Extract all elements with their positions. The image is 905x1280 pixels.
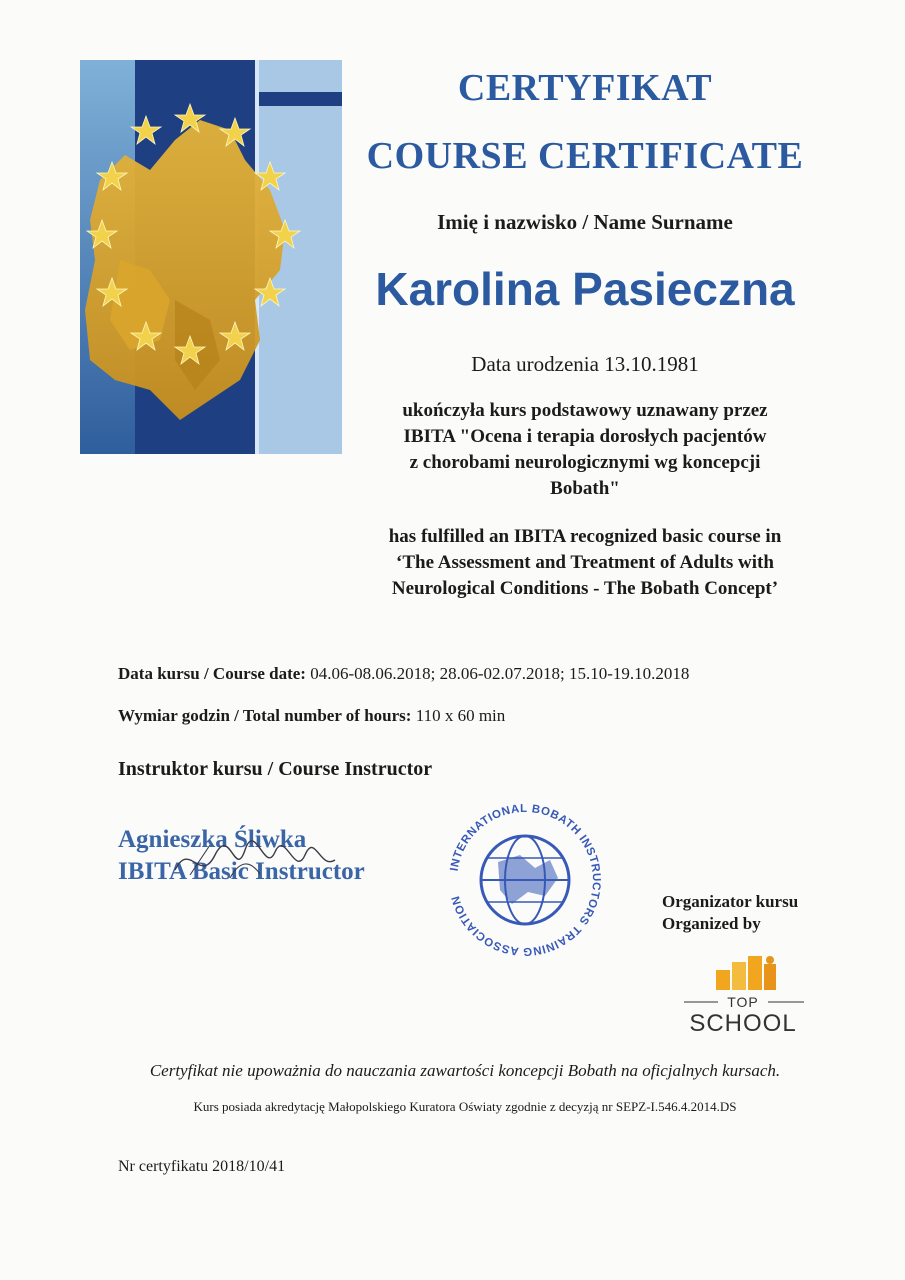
instructor-title: IBITA Basic Instructor: [118, 858, 365, 885]
course-description-en-line: Neurological Conditions - The Bobath Concept’: [391, 578, 779, 599]
signature-image: [170, 830, 340, 890]
instructor-heading: Instruktor kursu / Course Instructor: [118, 758, 433, 780]
recipient-name: Karolina Pasieczna: [375, 263, 795, 315]
top-school-logo-top: TOP: [727, 994, 759, 1010]
stamp-ring-text: INTERNATIONAL BOBATH INSTRUCTORS TRAINING ASSOCIATION: [448, 802, 603, 958]
disclaimer: Certyfikat nie upoważnia do nauczania zawartości koncepcji Bobath na oficjalnych kursach.: [149, 1061, 781, 1080]
organizer-label-en: Organized by: [662, 914, 761, 933]
hours-row: [118, 706, 505, 726]
course-description-pl-line: IBITA "Ocena i terapia dorosłych pacjentów: [403, 426, 767, 447]
hours-label: Wymiar godzin / Total number of hours:: [118, 706, 412, 725]
hours-value: 110 x 60 min: [415, 706, 506, 725]
course-description-pl-line: ukończyła kurs podstawowy uznawany przez: [402, 400, 768, 421]
course-description-en-line: ‘The Assessment and Treatment of Adults with: [396, 552, 774, 573]
certificate-title-pl: CERTYFIKAT: [457, 67, 713, 109]
course-description-en-line: has fulfilled an IBITA recognized basic course in: [388, 526, 782, 547]
course-date-row: [118, 664, 689, 684]
europe-map-image: [80, 60, 342, 454]
ibita-stamp: [440, 800, 610, 960]
certificate-number: Nr certyfikatu 2018/10/41: [118, 1158, 286, 1175]
name-label: Imię i nazwisko / Name Surname: [437, 210, 733, 234]
organizer-label-pl: Organizator kursu: [662, 892, 799, 911]
top-school-logo-school: SCHOOL: [689, 1010, 797, 1037]
course-date-label: Data kursu / Course date:: [118, 664, 306, 683]
certificate-title-en: COURSE CERTIFICATE: [366, 135, 804, 177]
course-description-en: [330, 524, 840, 602]
course-date-value: 04.06-08.06.2018; 28.06-02.07.2018; 15.10-19.10.2018: [310, 664, 690, 683]
course-description-pl-line: Bobath": [550, 478, 620, 499]
course-description-pl: [330, 398, 840, 502]
course-description-pl-line: z chorobami neurologicznymi wg koncepcji: [409, 452, 761, 473]
accreditation-note: Kurs posiada akredytację Małopolskiego Kuratora Oświaty zgodnie z decyzją nr SEPZ-I.546.4.2014.DS: [193, 1099, 737, 1114]
organizer-label: [662, 891, 798, 935]
instructor-name: Agnieszka Śliwka: [118, 826, 307, 853]
date-of-birth: Data urodzenia 13.10.1981: [471, 352, 699, 376]
